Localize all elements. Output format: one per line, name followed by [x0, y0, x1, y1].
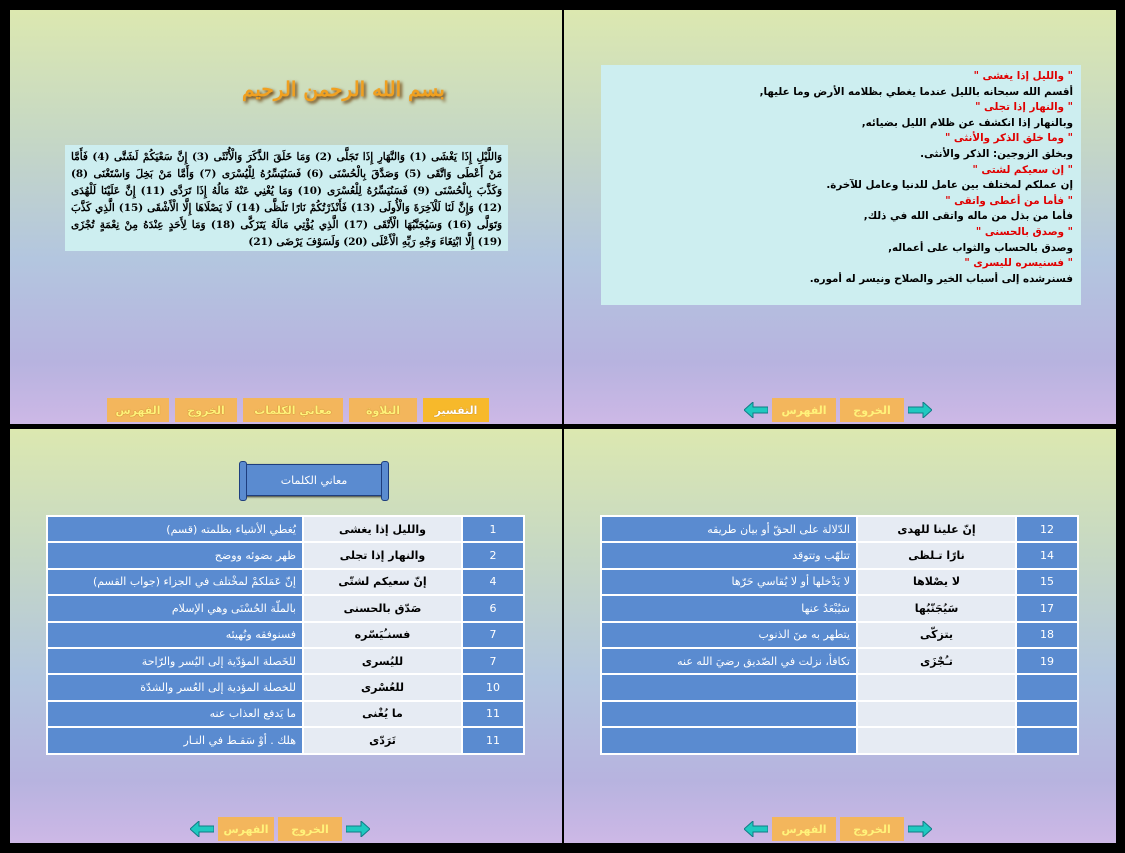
arrow-right-icon[interactable]: [346, 821, 370, 837]
cell-word: نارًا تـلظى: [857, 542, 1016, 568]
table-row: [47, 674, 524, 700]
cell-num: 19: [1016, 648, 1078, 674]
cell-num: [1016, 674, 1078, 700]
cell-meaning: فسنوفقه ونُهيئه: [47, 622, 303, 648]
table-row: [601, 701, 1078, 727]
cell-meaning: تتلهّب وتتوقد: [601, 542, 857, 568]
menu-tafsir-button[interactable]: التفسير: [423, 398, 489, 422]
slide-word-meanings-2: [564, 429, 1116, 843]
nav-index-button[interactable]: الفهرس: [772, 398, 836, 422]
tafsir-verse: " إن سعيكم لشتى ": [972, 163, 1073, 176]
table-row: [47, 622, 524, 648]
cell-num: 1: [462, 516, 524, 542]
slide-nav: [744, 817, 932, 841]
table-row: [601, 595, 1078, 621]
cell-word: للعُسْرى: [303, 674, 462, 700]
table-row: [601, 727, 1078, 753]
slide-tafsir: [564, 10, 1116, 424]
cell-num: 17: [1016, 595, 1078, 621]
cell-num: 4: [462, 569, 524, 595]
nav-index-button[interactable]: الفهرس: [772, 817, 836, 841]
tafsir-verse: " والليل إذا يغشى ": [973, 70, 1073, 82]
cell-meaning: يتطهر به منَ الذنوب: [601, 622, 857, 648]
cell-num: 6: [462, 595, 524, 621]
menu-index-button[interactable]: الفهرس: [107, 398, 169, 422]
cell-meaning: الدّلالة على الحقّ أو بيان طريقه: [601, 516, 857, 542]
slide-nav: [190, 817, 370, 841]
table-row: [47, 595, 524, 621]
cell-meaning: يُغطي الأشياء بظلمته (قسم): [47, 516, 303, 542]
cell-meaning: سَيُبْعَدُ عنها: [601, 595, 857, 621]
table-row: [47, 542, 524, 568]
basmala-heading: بسم الله الرحمن الرحيم: [242, 77, 445, 101]
cell-word: صَدّق بالحسنى: [303, 595, 462, 621]
arrow-left-icon[interactable]: [744, 821, 768, 837]
cell-word: تَرَدّى: [303, 727, 462, 753]
cell-word: والليل إذا يغشى: [303, 516, 462, 542]
table-row: [601, 674, 1078, 700]
table-row: [601, 516, 1078, 542]
menu-recitation-button[interactable]: التلاوة: [349, 398, 417, 422]
cell-num: 10: [462, 674, 524, 700]
tafsir-explanation: فسنرشده إلى أسباب الخير والصلاح ونيسر له أموره.: [809, 272, 1073, 285]
cell-meaning: إنّ عَمَلكمْ لمخْتلف في الجزاء (جواب القسم): [47, 569, 303, 595]
menu-exit-button[interactable]: الخروج: [175, 398, 237, 422]
cell-num: 14: [1016, 542, 1078, 568]
table-row: [601, 622, 1078, 648]
tafsir-explanation: أقسم الله سبحانه بالليل عندما يغطي بظلامه الأرض وما عليها,: [759, 85, 1073, 98]
cell-word: ما يُغْنى: [303, 701, 462, 727]
tafsir-verse: " وصدق بالحسنى ": [975, 225, 1073, 238]
slide-quran-text: [10, 10, 562, 424]
cell-num: 11: [462, 701, 524, 727]
table-row: [47, 569, 524, 595]
cell-word: [857, 727, 1016, 753]
arrow-left-icon[interactable]: [744, 402, 768, 418]
cell-word: [857, 674, 1016, 700]
table-row: [47, 701, 524, 727]
nav-exit-button[interactable]: الخروج: [840, 398, 904, 422]
cell-meaning: لا يَدْخلها أو لا يُقاسي حَرّها: [601, 569, 857, 595]
tafsir-explanation: وبالنهار إذا انكشف عن ظلام الليل بضيائه,: [861, 116, 1073, 129]
tafsir-verse: " فسنيسره لليسرى ": [964, 257, 1073, 270]
tafsir-box: [601, 65, 1081, 305]
quran-text-box: وَاللَّيْلِ إِذَا يَغْشَى (1) وَالنَّهَارِ إِذَا تَجَلَّى (2) وَمَا خَلَقَ الذَّكَرَ وَالْأُنْثَى (3) إِنَّ سَعْيَكُمْ لَشَتَّى (4) فَأَمَّا مَنْ أَعْطَى وَاتَّقَى (5) وَصَدَّقَ بِالْحُسْنَى (6) فَسَنُيَسِّرُهُ لِلْيُسْرَى (7) وَأَمَّا مَنْ بَخِلَ وَاسْتَغْنَى (8) وَكَذَّبَ بِالْحُسْنَى (9) فَسَنُيَسِّرُهُ لِلْعُسْرَى (10) وَمَا يُغْنِي عَنْهُ مَالُهُ إِذَا تَرَدَّى (11) إِنَّ عَلَيْنَا لَلْهُدَى (12) وَإِنَّ لَنَا لَلْآخِرَةَ وَالْأُولَى (13) فَأَنْذَرْتُكُمْ نَارًا تَلَظَّى (14) لَا يَصْلَاهَا إِلَّا الْأَشْقَى (15) الَّذِي كَذَّبَ وَتَوَلَّى (16) وَسَيُجَنَّبُهَا الْأَتْقَى (17) الَّذِي يُؤْتِي مَالَهُ يَتَزَكَّى (18) وَمَا لِأَحَدٍ عِنْدَهُ مِنْ نِعْمَةٍ تُجْزَى (19) إِلَّا ابْتِغَاءَ وَجْهِ رَبِّهِ الْأَعْلَى (20) وَلَسَوْفَ يَرْضَى (21): [65, 145, 508, 251]
cell-num: 2: [462, 542, 524, 568]
tafsir-explanation: وبخلق الزوجين: الذكر والأنثى.: [920, 147, 1073, 160]
slide-word-meanings-1: [10, 429, 562, 843]
tafsir-verse: " وما خلق الذكر والأنثى ": [944, 132, 1073, 145]
tafsir-explanation: وصدق بالحساب والثواب على أعماله,: [888, 241, 1073, 254]
cell-meaning: تكافأ، نزلت في الصّديق رضيَ الله عنه: [601, 648, 857, 674]
cell-word: لليُسرى: [303, 648, 462, 674]
nav-exit-button[interactable]: الخروج: [278, 817, 342, 841]
cell-word: إنّ علينا للهدى: [857, 516, 1016, 542]
tafsir-explanation: إن عملكم لمختلف بين عامل للدنيا وعامل للآخرة.: [826, 179, 1073, 192]
cell-meaning: ما يَدفع العذاب عنه: [47, 701, 303, 727]
cell-word: تـُجْزَى: [857, 648, 1016, 674]
cell-num: 7: [462, 622, 524, 648]
main-menu: [107, 398, 489, 422]
arrow-right-icon[interactable]: [908, 821, 932, 837]
vocab-table: [600, 515, 1079, 755]
cell-meaning: هلك . أوْ سَقـط في النـار: [47, 727, 303, 753]
cell-num: [1016, 727, 1078, 753]
cell-num: 15: [1016, 569, 1078, 595]
cell-num: 7: [462, 648, 524, 674]
vocab-table: [46, 515, 525, 755]
cell-meaning: [601, 727, 857, 753]
cell-num: 11: [462, 727, 524, 753]
nav-exit-button[interactable]: الخروج: [840, 817, 904, 841]
tafsir-explanation: فأما من بذل من ماله واتقى الله في ذلك,: [863, 210, 1073, 223]
cell-word: والنهار إذا تجلى: [303, 542, 462, 568]
cell-word: إنّ سعيكم لشتّى: [303, 569, 462, 595]
cell-word: [857, 701, 1016, 727]
cell-word: يتزكّى: [857, 622, 1016, 648]
cell-word: سَيُجَنّبُها: [857, 595, 1016, 621]
cell-word: لا يصْلاها: [857, 569, 1016, 595]
cell-meaning: ظهر بضوئه ووضح: [47, 542, 303, 568]
arrow-left-icon[interactable]: [190, 821, 214, 837]
nav-index-button[interactable]: الفهرس: [218, 817, 274, 841]
cell-num: 12: [1016, 516, 1078, 542]
cell-meaning: بالملّة الحُسْنَى وهي الإسلام: [47, 595, 303, 621]
word-meanings-title: معاني الكلمات: [242, 464, 386, 496]
menu-word-meanings-button[interactable]: معاني الكلمات: [243, 398, 343, 422]
table-row: [601, 569, 1078, 595]
cell-meaning: [601, 674, 857, 700]
table-row: [601, 648, 1078, 674]
table-row: [47, 648, 524, 674]
cell-num: 18: [1016, 622, 1078, 648]
cell-meaning: [601, 701, 857, 727]
tafsir-verse: " فأما من أعطى واتقى ": [945, 194, 1073, 207]
slide-nav: [744, 398, 932, 422]
cell-meaning: للخَصلة المؤدّية إلى اليُسر والرّاحة: [47, 648, 303, 674]
cell-num: [1016, 701, 1078, 727]
tafsir-verse: " والنهار إذا تجلى ": [975, 101, 1073, 114]
table-row: [47, 516, 524, 542]
cell-meaning: للخصلة المؤدية إلى العُسر والشدّة: [47, 674, 303, 700]
arrow-right-icon[interactable]: [908, 402, 932, 418]
cell-word: فسنـُيَسّره: [303, 622, 462, 648]
table-row: [601, 542, 1078, 568]
table-row: [47, 727, 524, 753]
